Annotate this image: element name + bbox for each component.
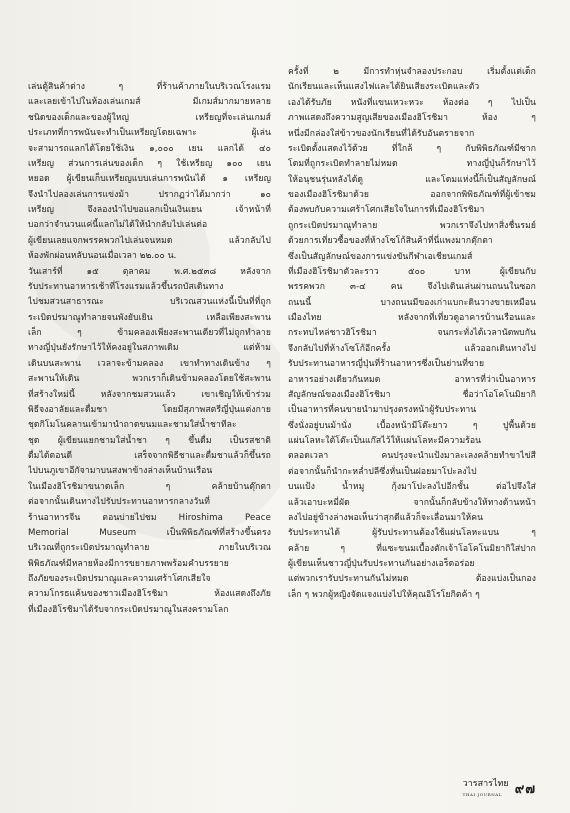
text-line: ชุดกิโมโนคลานเข้ามานำถาดขนมและชามใส่น้ำชาทีละ: [28, 420, 237, 431]
text-line: วันเสาร์ที่ ๑๕ ตุลาคม พ.ศ.๒๕๓๘ หลังจาก: [28, 266, 271, 277]
text-line: ให้อนุชนรุ่นหลังได้ดู และโดมแห่งนี้ก็เป็นสัญลักษณ์: [288, 174, 536, 185]
page-number: ๙๗: [514, 782, 536, 797]
text-line: เหรียญ จึงลองนำไปขอแลกเป็นเงินเยน เจ้าหน้าที่: [28, 205, 271, 215]
text-line: ชนิดของเด็กและของผู้ใหญ่ เหรียญที่จะเล่นเกมส์: [28, 112, 271, 123]
text-line: ความโกรธแค้นของชาวเมืองฮิโรชิมา ห้องแสดงถึงภัย: [28, 589, 271, 600]
text-line: เป็นอาหารที่คนขายนำมาปรุงตรงหน้าผู้รับประทาน: [288, 405, 477, 416]
text-line: รับประทานได้ ผู้รับประทานต้องใช้แผ่นโลหะแบน ๆ: [288, 528, 536, 539]
text-line: ถูกระเบิดปรมาณูทำลาย พวกเราจึงไปหาสิ่งชื่นรมย์: [288, 220, 536, 231]
text-line: แล้วเอาบะหมี่ผัด จากนั้นก็กลับข้างให้ทางด้านหน้า: [288, 497, 536, 508]
text-line: เดินบนสะพาน เวลาจะข้ามคลอง เขาทำทางเดินข้าง ๆ: [28, 358, 271, 369]
text-line: นักเรียนและเห็นแสงไฟและได้ยินเสียงระเบิดและตัว: [288, 82, 480, 93]
text-line: ด้วยการเที่ยวซื้อของที่ห้างโซโก้สินค้าที่นี่แพงมากตุ๊กตา: [288, 236, 493, 247]
text-line: ร้านอาหารจีน ตอนบ่ายไปชม Hiroshima Peace: [28, 512, 271, 523]
text-line: ครั้งที่ ๒ มีการทำหุ่นจำลองประกอบ เริ่มตั้งแต่เด็ก: [288, 67, 536, 77]
text-line: จึงกลับไปที่ห้างโซโก้อีกครั้ง แล้วออกเดินทางไป: [288, 343, 536, 354]
text-line: เล็ก ๆ ข้ามคลองเพียงสะพานเดียวที่ไม่ถูกทำลาย: [28, 328, 271, 338]
text-line: ดื่มได้ตอนดี เสร็จจากพิธีชาและดื่มชาแล้วก็ขึ้นรถ: [28, 451, 271, 461]
text-line: โดมที่ถูกระเบิดทำลายไม่หมด ทางญี่ปุ่นก็รักษาไว้: [288, 159, 536, 170]
text-line: ต่อจากนั้นเดินทางไปรับประทานอาหารกลางวันที่: [28, 497, 210, 508]
text-line: ไปบนภูเขาอีกัจามาบนสงพาข้างล่างเห็นบ้านเรือน: [28, 466, 213, 477]
text-line: ภาพแสดงถึงความสูญเสียของเมืองฮิโรชิมา ห้อง ๆ: [288, 113, 536, 124]
text-line: ระเบิดตั้งแสดงไว้ด้วย ที่ใกล้ ๆ กับพิพิธภัณฑ์มีซาก: [288, 143, 536, 154]
text-line: รับประทานอาหารญี่ปุ่นที่ร้านอาหารซึ่งเป็นย่านที่ขาย: [288, 359, 485, 370]
text-line: ห้องพักผ่อนหลับนอนเมื่อเวลา ๒๒.๐๐ น.: [28, 251, 177, 262]
text-line: ซึ่งเป็นสัญลักษณ์ของการแข่งขันกีฬาเอเชียนเกมส์: [288, 251, 473, 262]
left-text-column: [28, 80, 271, 618]
text-line: เมืองไทย หลังจากที่เที่ยวดูอาคารบ้านเรือนและ: [288, 313, 536, 323]
text-line: จะสามารถแลกได้โดยใช้เงิน ๑,๐๐๐ เยน แลกได้ ๔๐: [28, 143, 271, 154]
text-line: คล้าย ๆ ที่แซะขนมเบื้องตักเจ้าโอโคโนมิยากิใส่ปาก: [288, 543, 536, 554]
text-line: แต่พวกเรารับประทานกันไม่หมด ต้องแบ่งเป็นกอง: [288, 574, 536, 585]
text-line: ประเภทที่การพนันจะทำเป็นเหรียญโดยเฉพาะ ผู้เล่น: [28, 128, 271, 139]
text-line: เหรียญ ส่วนการเล่นของเด็ก ๆ ใช้เหรียญ ๑๐๐ เยน: [28, 158, 271, 169]
text-line: ซึ่งนั่งอยู่บนม้านั่ง เบื้องหน้ามีโต๊ะยาว ๆ ปูพื้นด้วย: [288, 420, 536, 431]
text-line: ตลอดเวลา คนปรุงจะนำแป้งมาละเลงคล้ายทำขาไข่สี: [288, 451, 536, 462]
text-line: เล็ก ๆ พวกผู้หญิงจัดแจงแบ่งไปให้คุณอิโรโยกิตค้า ๆ: [288, 589, 480, 600]
text-line: เล่นตู้สินค้าต่าง ๆ ที่ร้านค้าภายในบริเวณโรงแรม: [28, 82, 271, 92]
text-line: สะพานให้เดิน พวกเราก็เดินข้ามคลองโดยใช้สะพาน: [28, 374, 271, 385]
text-line: รับประทานอาหารเช้าที่โรงแรมแล้วขึ้นรถบัสเดินทาง: [28, 281, 224, 292]
text-line: ถนนนี้ บางถนนมีของเก่าแบกะดินวางขายเหมือน: [288, 297, 536, 308]
text-line: ผู้เขียนเลยแจกพรรคพวกไปเล่นจนหมด แล้วกลับไป: [28, 235, 271, 246]
text-line: เองได้รับภัย หนังที่แขนเหวะหวะ ห้องต่อ ๆ ไปเป็น: [288, 97, 536, 108]
text-line: หนึ่งมีกล่องใส่ข้าวของนักเรียนที่ได้รับอันตรายจาก: [288, 128, 475, 139]
text-line: ชุด ผู้เขียนแยกชามใส่น้ำชา ๆ ขึ้นดื่ม เป็นรสชาติ: [28, 435, 271, 446]
text-line: ต้องพบกับความเศร้าโศกเสียใจในการที่เมืองฮิโรชิมา: [288, 205, 485, 216]
text-line: Memorial Museum เป็นพิพิธภัณฑ์ที่สร้างขึ้นตรง: [28, 527, 271, 538]
journal-logo: [463, 780, 509, 799]
text-line: ที่เมืองฮิโรชิมาตัวละราว ๕๐๐ บาท ผู้เขียนกับ: [288, 266, 536, 277]
text-line: และเลยเข้าไปในห้องเล่นเกมส์ มีเกมส์มากมายหลาย: [28, 97, 271, 108]
text-line: ของเมืองฮิโรชิมาด้วย ออกจากพิพิธภัณฑ์ที่ผู้เข้าชม: [288, 190, 536, 200]
text-line: บริเวณที่ถูกระเบิดปรมาณูทำลาย ภายในบริเวณ: [28, 543, 271, 554]
journal-logo-subtitle: THAI JOURNAL: [462, 792, 503, 797]
text-line: ที่สร้างใหม่นี้ หลังจากชมสวนแล้ว เขาเชิญให้เข้าร่วม: [28, 389, 271, 400]
text-line: ในเมืองฮิโรชิมาขนาดเล็ก ๆ คล้ายบ้านตุ๊กตา: [28, 481, 271, 492]
text-line: ทางญี่ปุ่นยังรักษาไว้ให้คงอยู่ในสภาพเดิม แต่ห้าม: [28, 343, 271, 354]
text-line: ไปชมสวนสาธารณะ บริเวณสวนแห่งนี้เป็นที่ที่ถูก: [28, 297, 271, 308]
text-line: ที่เมืองฮิโรชิมาได้รับจากระเบิดปรมาณูในสงครามโลก: [28, 604, 229, 615]
text-line: ระเบิดปรมาณูทำลายจนพังยับเยิน เหลือเพียงสะพาน: [28, 312, 271, 323]
text-line: พิพิธภัณฑ์มีหลายห้องมีการขยายภาพพร้อมคำบรรยาย: [28, 558, 229, 569]
text-line: บนแป้ง น้ำหมู กุ้งมาโปะลงไปอีกชั้น ต่อไปจึงใส่: [288, 482, 536, 493]
text-line: จึงนำไปลองเล่นการแข่งม้า ปรากฏว่าได้มากว่า ๑๐: [28, 189, 271, 200]
text-line: แผ่นโลหะใต้โต๊ะเป็นแก๊สไว้ให้แผ่นโลหะมีความร้อน: [288, 436, 482, 446]
text-line: พิธีจงอาลัยและดื่มชา โดยมีสุภาพสตรีญี่ปุ่นแต่งกาย: [28, 404, 271, 415]
text-line: พรรคพวก ๓-๔ คน จึงไปเดินเล่นผ่านถนนในซอก: [288, 282, 536, 293]
text-line: ลงไปอยู่ข้างล่างพอเห็นว่าสุกดีแล้วก็จะเลื่อนมาให้คน: [288, 512, 484, 523]
text-line: ต่อจากนั้นก็นำกะหล่ำปลีซึ่งหั่นเป็นฝอยมาโปะลงไป: [288, 466, 477, 477]
journal-logo-text: วารสารไทย: [462, 779, 509, 789]
text-line: บอกว่าจำนวนแค่นี้แลกไม่ได้ให้นำกลับไปเล่นต่อ: [28, 220, 208, 231]
text-line: กระทบไหล่ชาวฮิโรชิมา จนกระทั่งได้เวลานัดพบกัน: [288, 328, 536, 339]
text-line: สัญลักษณ์ของเมืองฮิโรชิมา ชื่อว่าโอโคโนมิยากิ: [288, 389, 536, 400]
text-line: ผู้เขียนเห็นชาวญี่ปุ่นรับประทานกันอย่างเอร็ดอร่อย: [288, 559, 475, 569]
text-line: อาหารอย่างเดียวกันหมด อาหารที่ว่าเป็นอาหาร: [288, 374, 536, 385]
page-footer: [463, 778, 536, 799]
right-text-column: [288, 65, 536, 603]
text-line: หยอด ผู้เขียนเก็บเหรียญแบบเล่นการพนันได้ ๑ เหรียญ: [28, 174, 271, 185]
text-line: ถึงภัยของระเบิดปรมาณูและความเศร้าโศกเสียใจ: [28, 574, 211, 584]
